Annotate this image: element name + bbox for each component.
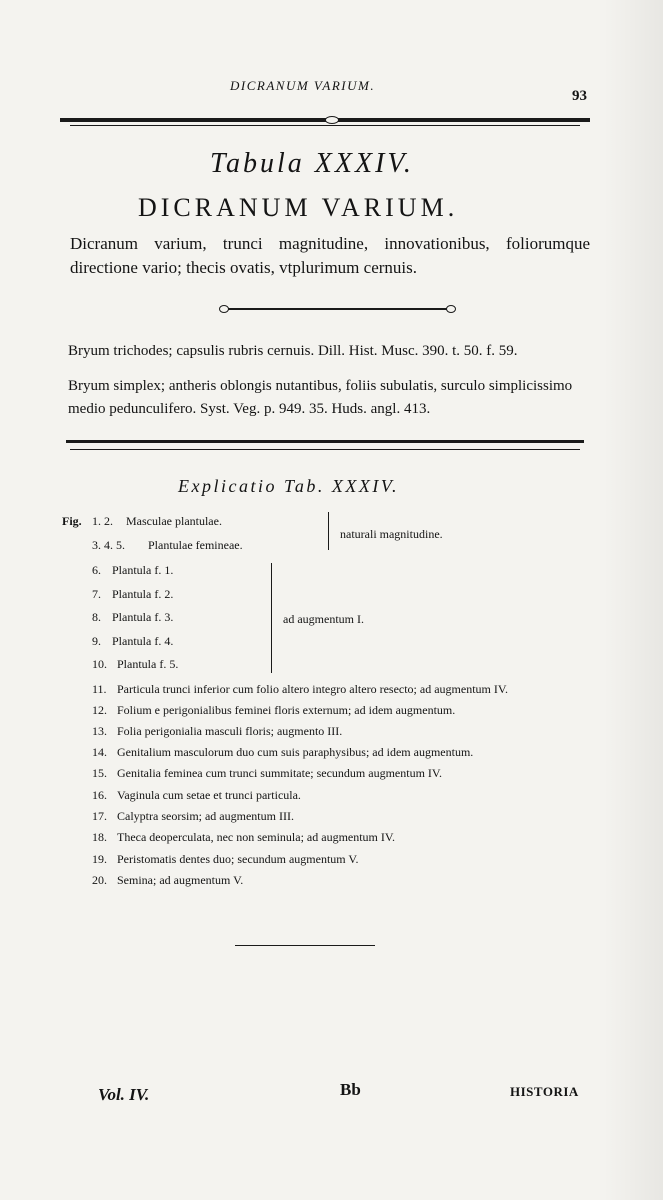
synonym-linnaeus: Bryum simplex; antheris oblongis nutantibus, foliis subulatis, surculo simplicissimo medio pedunculifero. Syst. Veg. p. 949. 35. Huds. angl. 413. xyxy=(68,378,573,417)
fig-label: Fig. xyxy=(62,514,82,528)
fig-number: 7. xyxy=(92,587,101,601)
fig-caption: Folium e perigonialibus feminei floris externum; ad idem augmentum. xyxy=(117,703,456,717)
fig-number: 15. xyxy=(92,766,107,780)
section-rule xyxy=(225,308,450,310)
fig-number: 9. xyxy=(92,634,101,648)
footer-catchword: HISTORIA xyxy=(510,1084,579,1099)
group2-note: ad augmentum I. xyxy=(283,612,364,626)
fig-caption: Vaginula cum setae et trunci particula. xyxy=(117,788,301,802)
synonym-dillenius: Bryum trichodes; capsulis rubris cernuis. Dill. Hist. Musc. 390. t. 50. f. 59. xyxy=(68,343,518,359)
fig-number: 1. 2. xyxy=(92,514,113,528)
divider-rule-thin xyxy=(70,449,580,450)
fig-caption: Theca deoperculata, nec non seminula; ad augmentum IV. xyxy=(117,830,396,844)
fig-caption: Plantula f. 4. xyxy=(112,634,174,648)
fig-number: 14. xyxy=(92,745,107,759)
rule-end-ornament-icon xyxy=(446,305,456,313)
fig-caption: Plantula f. 1. xyxy=(112,563,174,577)
fig-number: 19. xyxy=(92,852,107,866)
fig-caption: Plantulae femineae. xyxy=(148,538,243,552)
fig-number: 17. xyxy=(92,809,107,823)
rule-ornament-icon xyxy=(325,116,339,124)
explicatio-heading: Explicatio Tab. XXXIV. xyxy=(178,476,399,496)
fig-number: 18. xyxy=(92,830,107,844)
fig-number: 6. xyxy=(92,563,101,577)
fig-number: 3. 4. 5. xyxy=(92,538,125,552)
footer-volume: Vol. IV. xyxy=(98,1085,150,1104)
fig-caption: Peristomatis dentes duo; secundum augmentum V. xyxy=(117,852,359,866)
group1-note: naturali magnitudine. xyxy=(340,527,443,541)
fig-caption: Plantula f. 2. xyxy=(112,587,174,601)
fig-caption: Genitalium masculorum duo cum suis paraphysibus; ad idem augmentum. xyxy=(117,745,474,759)
fig-number: 10. xyxy=(92,657,107,671)
fig-number: 16. xyxy=(92,788,107,802)
fig-caption: Masculae plantulae. xyxy=(126,514,222,528)
running-title: DICRANUM VARIUM. xyxy=(230,78,376,93)
page-edge-shadow xyxy=(603,0,663,1200)
fig-caption: Semina; ad augmentum V. xyxy=(117,873,244,887)
header-rule-thin xyxy=(70,125,580,126)
fig-number: 20. xyxy=(92,873,107,887)
species-description: Dicranum varium, trunci magnitudine, innovationibus, foliorumque directione vario; thecis ovatis, vtplurimum cernuis. xyxy=(70,234,590,277)
species-name: DICRANUM VARIUM. xyxy=(138,193,459,222)
fig-caption: Folia perigonialia masculi floris; augmento III. xyxy=(117,724,343,738)
fig-number: 13. xyxy=(92,724,107,738)
brace-group-1 xyxy=(322,512,329,550)
rule-end-ornament-icon xyxy=(219,305,229,313)
fig-caption: Plantula f. 5. xyxy=(117,657,179,671)
end-rule xyxy=(235,945,375,946)
brace-group-2 xyxy=(265,563,272,673)
fig-number: 12. xyxy=(92,703,107,717)
fig-caption: Plantula f. 3. xyxy=(112,610,174,624)
fig-caption: Genitalia feminea cum trunci summitate; secundum augmentum IV. xyxy=(117,766,443,780)
fig-caption: Particula trunci inferior cum folio altero integro altero resecto; ad augmentum IV. xyxy=(117,682,508,696)
fig-number: 8. xyxy=(92,610,101,624)
fig-number: 11. xyxy=(92,682,107,696)
page-number: 93 xyxy=(572,88,587,104)
plate-title: Tabula XXXIV. xyxy=(210,148,414,179)
divider-rule xyxy=(66,440,584,443)
footer-signature: Bb xyxy=(340,1080,361,1099)
fig-caption: Calyptra seorsim; ad augmentum III. xyxy=(117,809,294,823)
